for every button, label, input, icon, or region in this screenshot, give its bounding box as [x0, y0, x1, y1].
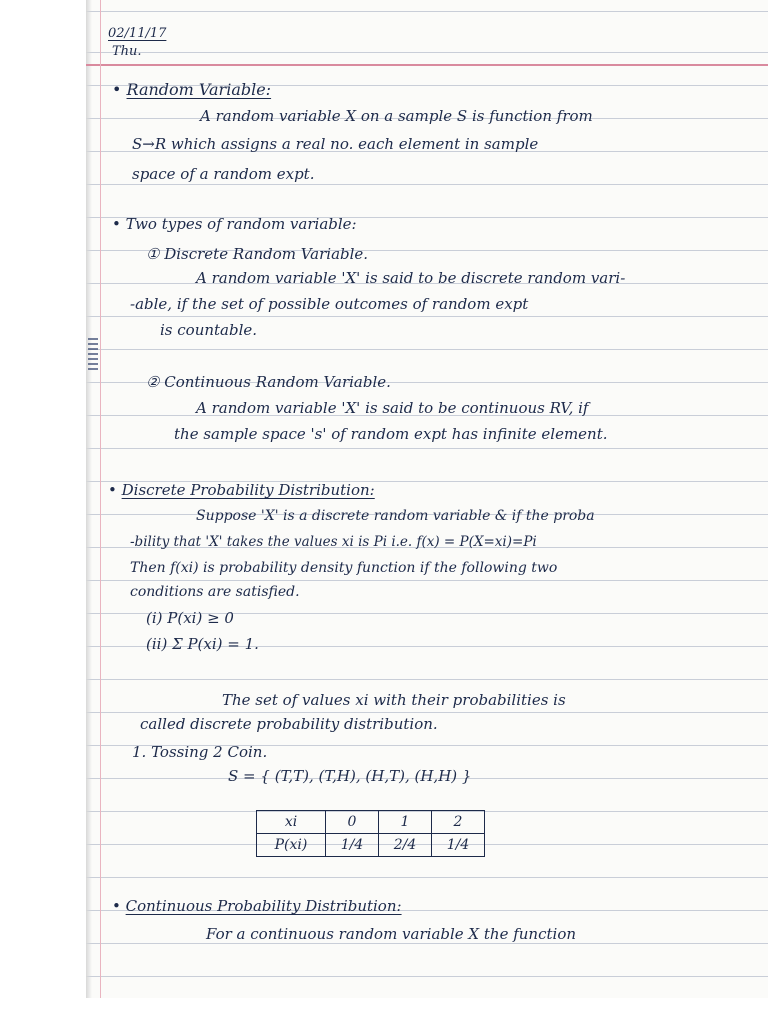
- discrete-rv-title: ① Discrete Random Variable.: [146, 245, 369, 263]
- condition-1: (i) P(xi) ≥ 0: [146, 609, 234, 627]
- table-cell-p1: 2/4: [379, 834, 432, 857]
- table-header-x: xi: [257, 811, 326, 834]
- table-cell-x0: 0: [326, 811, 379, 834]
- example-title: 1. Tossing 2 Coin.: [132, 743, 268, 761]
- discrete-distribution-line-2: -bility that 'X' takes the values xi is Pi i.e. f(x) = P(X=xi)=Pi: [130, 534, 537, 550]
- table-cell-x2: 2: [432, 811, 485, 834]
- continuous-rv-line-1: A random variable 'X' is said to be continuous RV, if: [196, 399, 589, 417]
- header-rule: [86, 64, 768, 66]
- probability-table: [256, 810, 485, 857]
- continuous-distribution-heading: • Continuous Probability Distribution:: [112, 896, 402, 916]
- page-shadow: [86, 0, 92, 998]
- table-row: [257, 834, 485, 857]
- discrete-distribution-line-1: Suppose 'X' is a discrete random variable & if the proba: [196, 508, 595, 524]
- margin-scribble: [88, 338, 98, 372]
- discrete-distribution-line-4: conditions are satisfied.: [130, 584, 300, 600]
- condition-2: (ii) Σ P(xi) = 1.: [146, 635, 259, 653]
- random-variable-heading: • Random Variable:: [112, 80, 271, 100]
- day-label: Thu.: [112, 44, 142, 59]
- discrete-distribution-heading: • Discrete Probability Distribution:: [108, 480, 375, 500]
- table-cell-p2: 1/4: [432, 834, 485, 857]
- rv-definition-line-1: A random variable X on a sample S is function from: [200, 107, 593, 125]
- discrete-distribution-line-3: Then f(xi) is probability density function if the following two: [130, 560, 558, 576]
- pmf-definition-line-2: called discrete probability distribution.: [140, 715, 438, 733]
- table-row: [257, 811, 485, 834]
- discrete-rv-line-1: A random variable 'X' is said to be discrete random vari-: [196, 269, 626, 287]
- types-heading: • Two types of random variable:: [112, 214, 357, 234]
- table-header-p: P(xi): [257, 834, 326, 857]
- continuous-distribution-line: For a continuous random variable X the function: [206, 925, 577, 943]
- rv-definition-line-2: S→R which assigns a real no. each element in sample: [132, 135, 539, 153]
- sample-space: S = { (T,T), (T,H), (H,T), (H,H) }: [228, 767, 472, 785]
- pmf-definition-line-1: The set of values xi with their probabilities is: [222, 691, 566, 709]
- table-cell-x1: 1: [379, 811, 432, 834]
- date-label: 02/11/17: [108, 26, 167, 41]
- discrete-rv-line-3: is countable.: [160, 321, 258, 339]
- table-cell-p0: 1/4: [326, 834, 379, 857]
- continuous-rv-title: ② Continuous Random Variable.: [146, 373, 391, 391]
- rv-definition-line-3: space of a random expt.: [132, 165, 315, 183]
- continuous-rv-line-2: the sample space 's' of random expt has infinite element.: [174, 425, 608, 443]
- discrete-rv-line-2: -able, if the set of possible outcomes of random expt: [130, 295, 529, 313]
- margin-line: [100, 0, 101, 998]
